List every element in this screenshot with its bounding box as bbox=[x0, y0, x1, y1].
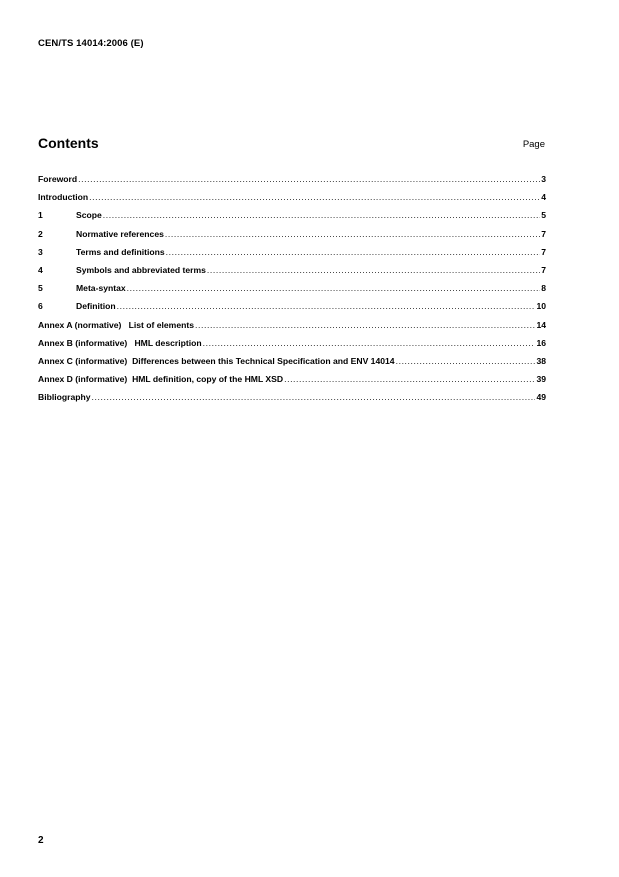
toc-dot-leader bbox=[117, 301, 536, 311]
toc-entry-title: Definition bbox=[76, 301, 116, 312]
toc-entry-page: 10 bbox=[536, 301, 546, 312]
toc-dot-leader bbox=[396, 356, 536, 366]
toc-entry[interactable] bbox=[38, 265, 546, 283]
toc-dot-leader bbox=[203, 338, 536, 348]
toc-entry-title: Annex C (informative) Differences between this Technical Specification and ENV 14014 bbox=[38, 355, 395, 366]
toc-entry-number: 4 bbox=[38, 264, 43, 275]
toc-entry-title: Annex D (informative) HML definition, copy of the HML XSD bbox=[38, 374, 284, 385]
toc-entry[interactable] bbox=[38, 356, 546, 374]
toc-entry-number: 3 bbox=[38, 246, 43, 257]
toc-entry-title: Meta-syntax bbox=[76, 283, 126, 294]
toc-entry-title: Bibliography bbox=[38, 392, 91, 403]
toc-dot-leader bbox=[284, 374, 535, 384]
toc-entry-page: 3 bbox=[541, 174, 546, 184]
toc-entry-title: Terms and definitions bbox=[76, 246, 165, 257]
toc-entry-page: 38 bbox=[536, 355, 546, 366]
toc-dot-leader bbox=[127, 283, 541, 293]
toc-entry[interactable] bbox=[38, 229, 546, 247]
toc-dot-leader bbox=[78, 174, 540, 184]
toc-entry[interactable] bbox=[38, 210, 546, 228]
toc-entry[interactable] bbox=[38, 338, 546, 356]
toc-dot-leader bbox=[195, 320, 535, 330]
toc-dot-leader bbox=[92, 392, 536, 402]
toc-entry[interactable] bbox=[38, 374, 546, 392]
toc-entry[interactable] bbox=[38, 192, 546, 210]
toc-entry-title: Annex B (informative) HML description bbox=[38, 337, 202, 348]
toc-entry[interactable] bbox=[38, 392, 546, 410]
toc-entry-title: Normative references bbox=[76, 228, 164, 239]
toc-entry-page: 4 bbox=[541, 192, 546, 203]
toc-dot-leader bbox=[166, 247, 541, 257]
toc-entry[interactable] bbox=[38, 301, 546, 319]
toc-entry[interactable] bbox=[38, 174, 546, 192]
toc-entry-number: 6 bbox=[38, 301, 43, 312]
toc-entry-page: 14 bbox=[536, 319, 546, 330]
toc-entry-title: Symbols and abbreviated terms bbox=[76, 264, 206, 275]
toc-dot-leader bbox=[89, 192, 540, 202]
toc-entry[interactable] bbox=[38, 247, 546, 265]
toc-dot-leader bbox=[207, 265, 540, 275]
toc-entry-page: 39 bbox=[536, 374, 546, 385]
page-number: 2 bbox=[38, 835, 44, 846]
toc-dot-leader bbox=[103, 210, 540, 220]
toc-entry-page: 5 bbox=[541, 210, 546, 221]
toc-entry-page: 7 bbox=[541, 246, 546, 257]
contents-heading: Contents bbox=[38, 135, 99, 151]
toc-entry-number: 5 bbox=[38, 283, 43, 294]
toc-entry-number: 2 bbox=[38, 228, 43, 239]
toc-entry-page: 8 bbox=[541, 283, 546, 294]
toc-entry-page: 7 bbox=[541, 264, 546, 275]
toc-entry[interactable] bbox=[38, 283, 546, 301]
toc-entry[interactable] bbox=[38, 320, 546, 338]
page-column-label: Page bbox=[522, 139, 545, 150]
toc-entry-page: 16 bbox=[536, 337, 546, 348]
toc-entry-page: 49 bbox=[536, 392, 546, 403]
table-of-contents bbox=[38, 174, 546, 410]
toc-entry-title: Foreword bbox=[38, 174, 78, 184]
toc-entry-title: Introduction bbox=[38, 192, 89, 203]
document-identifier: CEN/TS 14014:2006 (E) bbox=[38, 38, 144, 49]
toc-entry-title: Scope bbox=[76, 210, 102, 221]
toc-entry-title: Annex A (normative) List of elements bbox=[38, 319, 194, 330]
toc-entry-number: 1 bbox=[38, 210, 43, 221]
toc-dot-leader bbox=[165, 229, 540, 239]
toc-entry-page: 7 bbox=[541, 228, 546, 239]
